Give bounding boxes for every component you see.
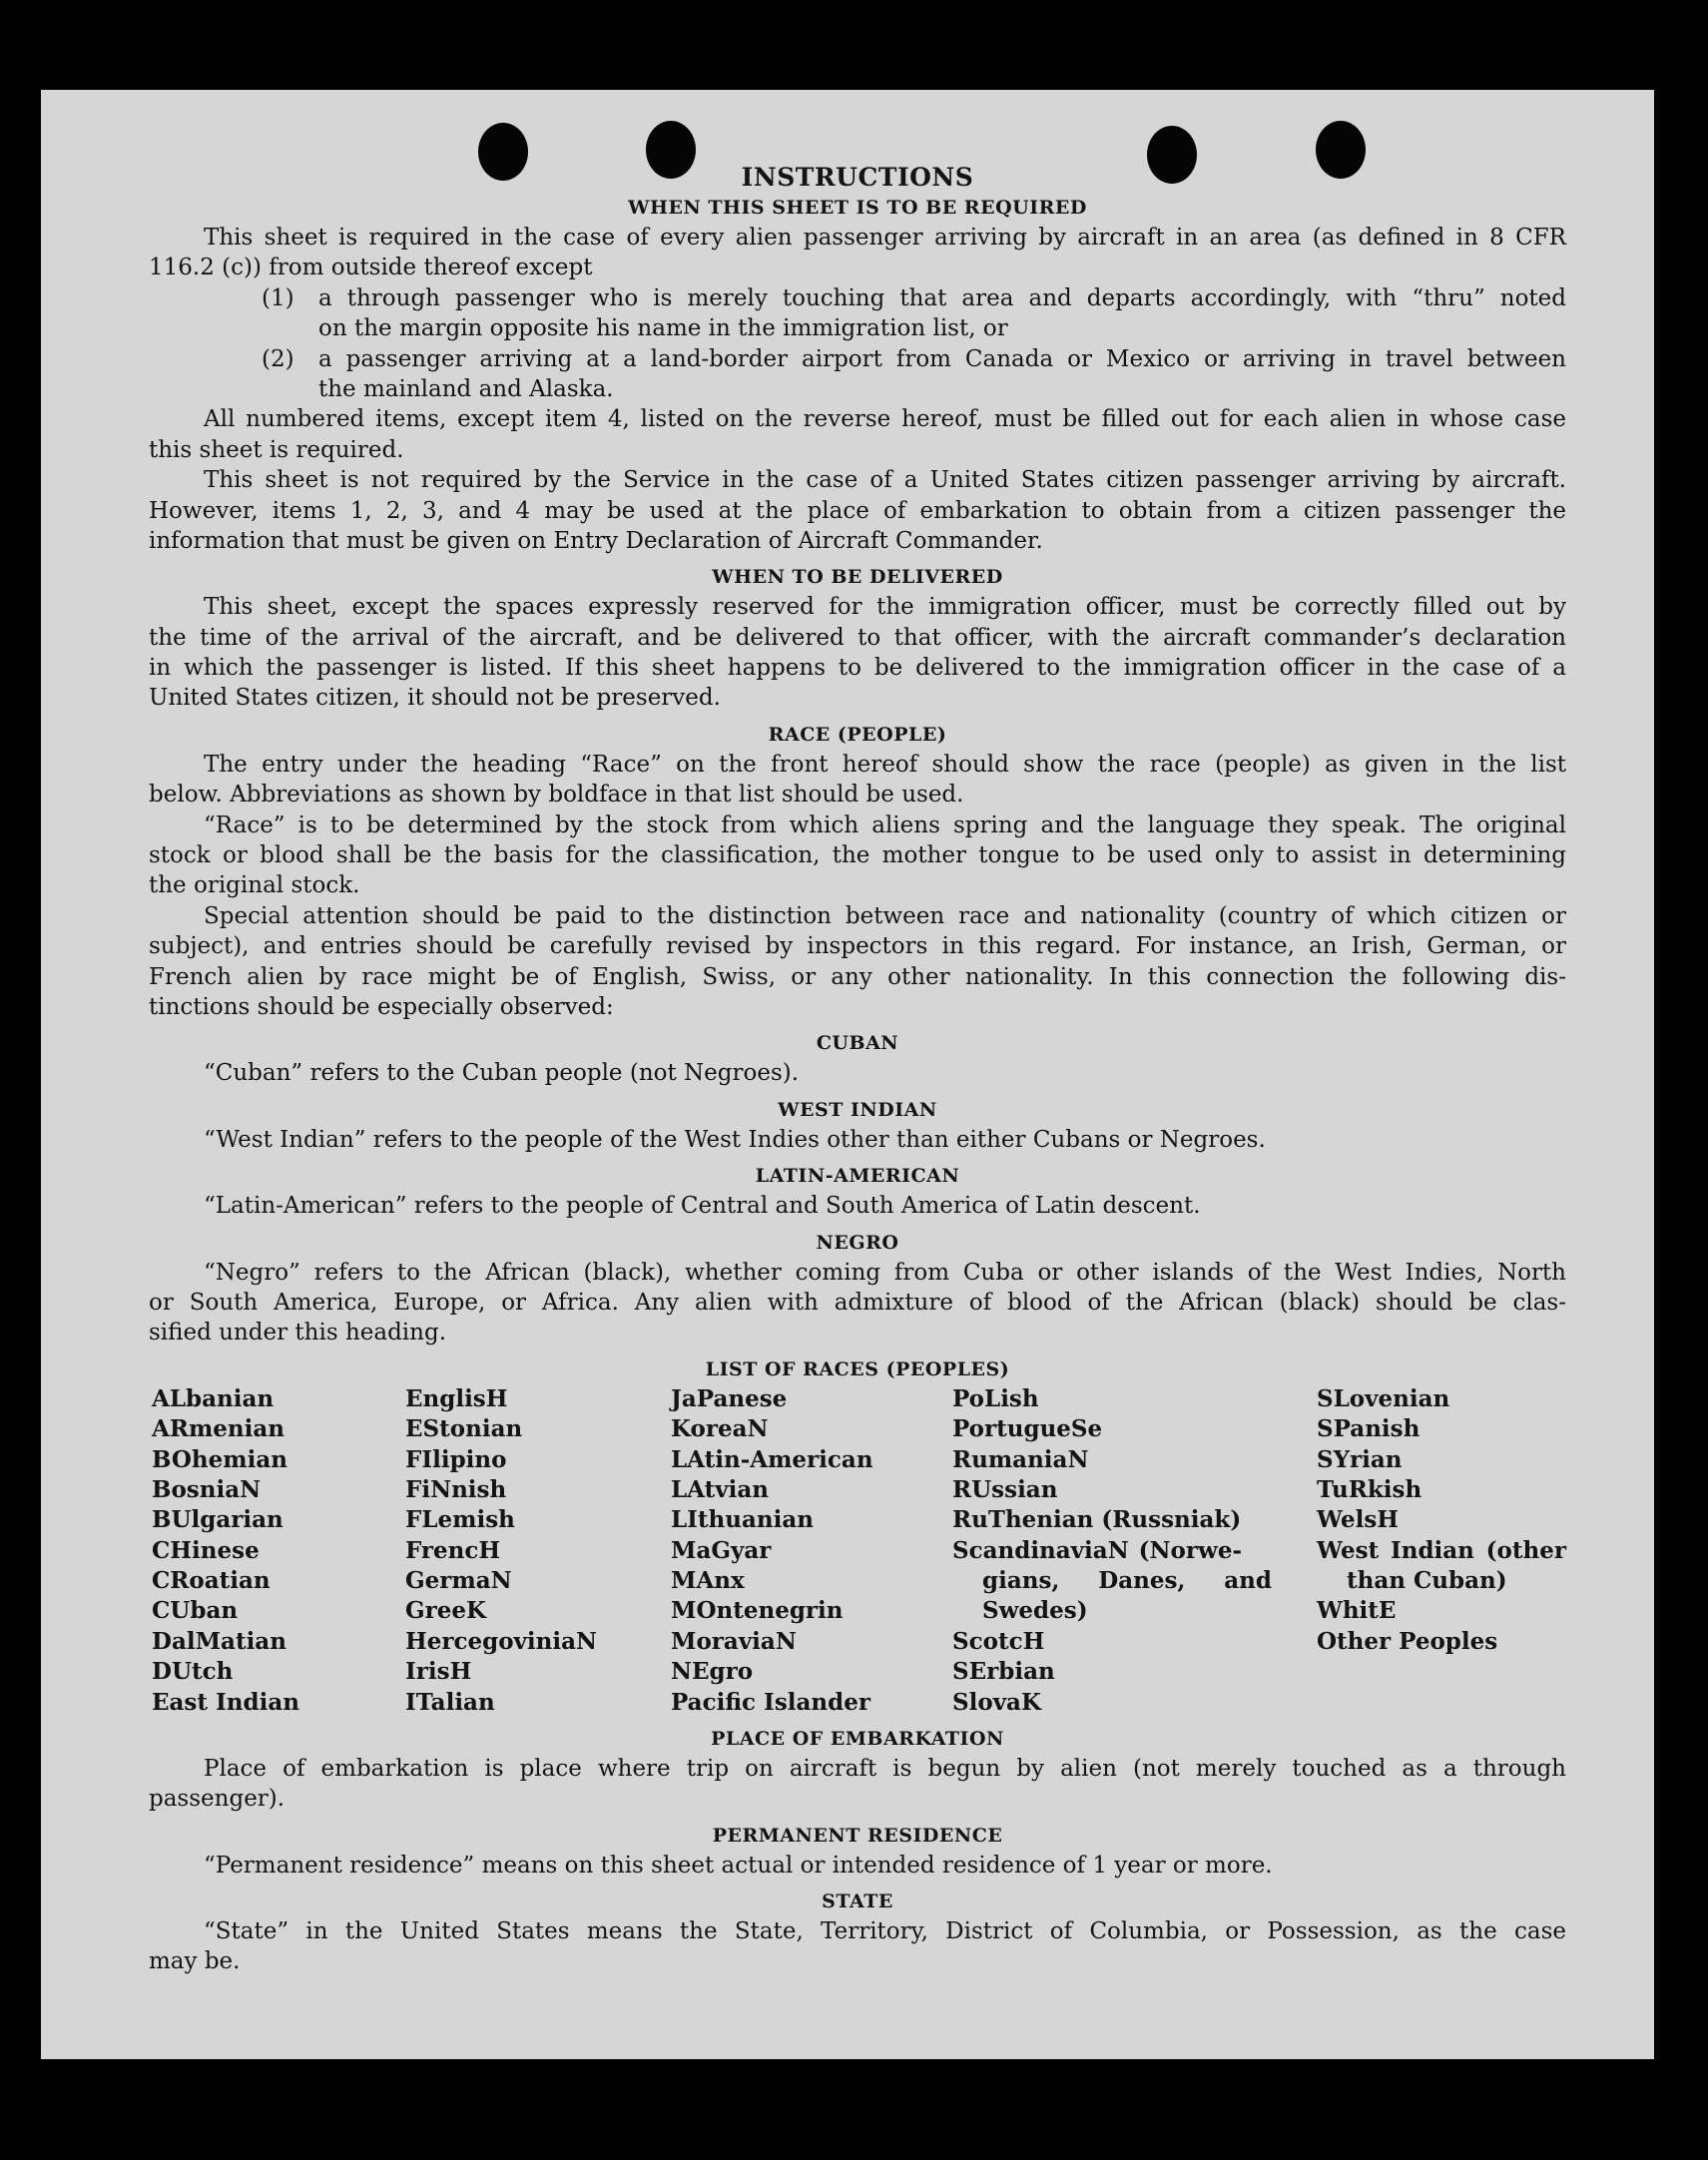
line-text: “Cuban” refers to the Cuban people (not Negroes). — [204, 1060, 800, 1087]
text-line — [149, 1058, 1566, 1088]
race-item: KoreaN — [671, 1415, 769, 1443]
paragraph — [149, 404, 1566, 465]
paragraph — [149, 750, 1566, 810]
paragraph — [149, 1258, 1566, 1349]
race-item: GermaN — [405, 1567, 512, 1595]
line-text: this sheet is required. — [149, 436, 404, 463]
race-item: SlovaK — [952, 1688, 1041, 1716]
text-line — [149, 1125, 1566, 1155]
line-text: a through passenger who is merely touching that area and departs accordingly, with “thru” noted — [318, 284, 1566, 311]
line-text: “West Indian” refers to the people of the West Indies other than either Cubans or Negroes. — [204, 1126, 1266, 1153]
race-item: than Cuban) — [1347, 1567, 1507, 1595]
race-list — [149, 1384, 1566, 1718]
line-text: tinctions should be especially observed: — [149, 993, 614, 1020]
text-line — [149, 1946, 1566, 1976]
race-item: ITalian — [405, 1688, 495, 1716]
race-item: WelsH — [1317, 1506, 1400, 1534]
text-line — [149, 683, 1566, 713]
line-text: a passenger arriving at a land-border airport from Canada or Mexico or arriving in travel between — [318, 345, 1566, 372]
paragraph — [149, 465, 1566, 556]
race-item: EnglisH — [405, 1384, 508, 1412]
line-text: information that must be given on Entry Declaration of Aircraft Commander. — [149, 527, 1043, 554]
line-text: the original stock. — [149, 872, 360, 899]
line-text: the time of the arrival of the aircraft, and be delivered to that officer, with the aircraft commander’s declaration — [149, 624, 1566, 651]
line-text: passenger). — [149, 1786, 285, 1813]
line-text: sified under this heading. — [149, 1320, 447, 1347]
race-item: CRoatian — [152, 1567, 271, 1595]
line-text: This sheet is not required by the Service in the case of a United States citizen passenger arriving by aircraft. — [204, 467, 1566, 494]
text-line — [149, 344, 1566, 374]
race-item: DalMatian — [152, 1627, 286, 1655]
paragraph — [149, 1916, 1566, 1977]
race-item: JaPanese — [671, 1384, 788, 1412]
section-heading: RACE (PEOPLE) — [768, 723, 947, 746]
line-text: may be. — [149, 1948, 241, 1975]
race-item: HercegoviniaN — [405, 1627, 598, 1655]
race-item: ScandinaviaN (Norwe- — [952, 1536, 1242, 1564]
race-item: West Indian (other — [1317, 1536, 1566, 1564]
race-item: FrencH — [405, 1536, 501, 1564]
text-line — [149, 465, 1566, 495]
race-column — [152, 1384, 299, 1718]
paragraph — [149, 1125, 1566, 1155]
race-item: RuThenian (Russniak) — [952, 1506, 1242, 1534]
race-item: FiNnish — [405, 1475, 507, 1503]
line-text: All numbered items, except item 4, listed on the reverse hereof, must be filled out for each alien in whose case — [204, 406, 1566, 433]
race-item: gians, Danes, and — [982, 1567, 1272, 1595]
paragraph — [149, 810, 1566, 901]
section-heading: PERMANENT RESIDENCE — [712, 1824, 1003, 1847]
text-line — [149, 870, 1566, 900]
text-line — [149, 962, 1566, 992]
paragraph — [149, 901, 1566, 1023]
race-item: PoLish — [952, 1384, 1039, 1412]
paragraph — [149, 1191, 1566, 1221]
text-line — [149, 1754, 1566, 1784]
race-item: IrisH — [405, 1658, 472, 1686]
section-heading: WHEN TO BE DELIVERED — [712, 566, 1003, 589]
line-text: on the margin opposite his name in the immigration list, or — [318, 315, 1008, 342]
text-line — [149, 1288, 1566, 1318]
item-number: (1) — [262, 284, 294, 311]
race-item: RUssian — [952, 1475, 1058, 1503]
line-text: stock or blood shall be the basis for the classification, the mother tongue to be used only to assist in determining — [149, 842, 1566, 869]
race-item: SYrian — [1317, 1445, 1403, 1473]
paragraph — [149, 223, 1566, 283]
section-heading: STATE — [822, 1890, 893, 1912]
text-line — [149, 313, 1566, 343]
race-item: East Indian — [152, 1688, 299, 1716]
line-text: This sheet, except the spaces expressly reserved for the immigration officer, must be correctly filled out by — [204, 594, 1566, 621]
text-line — [149, 901, 1566, 931]
race-item: Pacific Islander — [671, 1688, 870, 1716]
section-heading: LATIN-AMERICAN — [755, 1165, 960, 1188]
line-text: 116.2 (c)) from outside thereof except — [149, 255, 593, 281]
text-line — [149, 840, 1566, 870]
text-line — [149, 623, 1566, 653]
line-text: the mainland and Alaska. — [318, 375, 614, 402]
text-line — [149, 1851, 1566, 1881]
section-heading: CUBAN — [816, 1032, 899, 1055]
line-text: “Race” is to be determined by the stock from which aliens spring and the language they speak. The original — [204, 811, 1566, 838]
race-item: SLovenian — [1317, 1384, 1450, 1412]
race-column — [405, 1384, 597, 1718]
line-text: subject), and entries should be carefully revised by inspectors in this regard. For instance, an Irish, German, or — [149, 933, 1566, 960]
race-item: BOhemian — [152, 1445, 287, 1473]
section-heading: WHEN THIS SHEET IS TO BE REQUIRED — [628, 197, 1087, 219]
line-text: “Negro” refers to the African (black), whether coming from Cuba or other islands of the West Indies, North — [204, 1259, 1566, 1286]
text-line — [149, 253, 1566, 282]
race-item: MOntenegrin — [671, 1597, 844, 1625]
section-heading: NEGRO — [816, 1231, 899, 1254]
text-line — [149, 1191, 1566, 1221]
race-item: CHinese — [152, 1536, 260, 1564]
text-line — [149, 223, 1566, 253]
race-item: GreeK — [405, 1597, 487, 1625]
paragraph — [149, 1754, 1566, 1815]
race-item: ARmenian — [152, 1415, 285, 1443]
text-line — [149, 653, 1566, 683]
race-item: MaGyar — [671, 1536, 772, 1564]
line-text: “Permanent residence” means on this sheet actual or intended residence of 1 year or more. — [204, 1852, 1273, 1879]
race-item: CUban — [152, 1597, 239, 1625]
race-item: DUtch — [152, 1658, 234, 1686]
line-text: This sheet is required in the case of every alien passenger arriving by aircraft in an area (as defined in 8 CFR — [204, 225, 1566, 251]
text-line — [149, 931, 1566, 961]
race-item: LAtin-American — [671, 1445, 873, 1473]
text-line — [149, 1258, 1566, 1288]
section-heading: WEST INDIAN — [778, 1098, 937, 1121]
race-item: Swedes) — [982, 1597, 1088, 1625]
text-line — [149, 750, 1566, 780]
text-line — [149, 780, 1566, 810]
race-item: RumaniaN — [952, 1445, 1089, 1473]
race-item: NEgro — [671, 1658, 754, 1686]
text-line — [149, 592, 1566, 622]
text-line — [149, 283, 1566, 313]
paragraph — [149, 1058, 1566, 1088]
paragraph — [149, 592, 1566, 714]
race-item: SErbian — [952, 1658, 1055, 1686]
section-heading: PLACE OF EMBARKATION — [711, 1727, 1004, 1750]
race-item: FLemish — [405, 1506, 515, 1534]
line-text: Place of embarkation is place where trip on aircraft is begun by alien (not merely touched as a through — [204, 1755, 1566, 1782]
line-text: below. Abbreviations as shown by boldface in that list should be used. — [149, 782, 964, 809]
line-text: However, items 1, 2, 3, and 4 may be used at the place of embarkation to obtain from a citizen passenger the — [149, 497, 1566, 524]
race-item: SPanish — [1317, 1415, 1421, 1443]
race-item: ScotcH — [952, 1627, 1045, 1655]
line-text: French alien by race might be of English, Swiss, or any other nationality. In this connection the following dis- — [149, 963, 1566, 990]
line-text: Special attention should be paid to the distinction between race and nationality (country of which citizen or — [204, 902, 1566, 929]
race-column — [671, 1384, 873, 1718]
text-line — [149, 810, 1566, 840]
list-item — [149, 344, 1566, 405]
text-line — [149, 1916, 1566, 1946]
text-line — [149, 374, 1566, 404]
race-item: PortugueSe — [952, 1415, 1103, 1443]
race-item: MoraviaN — [671, 1627, 797, 1655]
race-item: BUlgarian — [152, 1506, 284, 1534]
text-line — [149, 404, 1566, 434]
line-text: United States citizen, it should not be preserved. — [149, 685, 721, 712]
race-item: EStonian — [405, 1415, 523, 1443]
line-text: in which the passenger is listed. If this sheet happens to be delivered to the immigration officer in the case of a — [149, 655, 1566, 682]
race-item: BosniaN — [152, 1475, 262, 1503]
race-item: ALbanian — [152, 1384, 275, 1412]
race-item: LAtvian — [671, 1475, 769, 1503]
text-line — [149, 1784, 1566, 1814]
race-item: MAnx — [671, 1567, 745, 1595]
instructions-text — [149, 163, 1566, 1977]
text-line — [149, 526, 1566, 556]
section-heading: LIST OF RACES (PEOPLES) — [705, 1357, 1010, 1380]
line-text: “Latin-American” refers to the people of Central and South America of Latin descent. — [204, 1193, 1201, 1220]
race-column — [1317, 1384, 1566, 1658]
text-line — [149, 1318, 1566, 1348]
item-number: (2) — [262, 345, 294, 372]
line-text: “State” in the United States means the State, Territory, District of Columbia, or Possession, as the case — [204, 1917, 1566, 1944]
race-item: TuRkish — [1317, 1475, 1423, 1503]
text-line — [149, 992, 1566, 1022]
race-item: FIlipino — [405, 1445, 507, 1473]
race-item: WhitE — [1317, 1597, 1397, 1625]
paragraph — [149, 1851, 1566, 1881]
line-text: The entry under the heading “Race” on the front hereof should show the race (people) as given in the list — [204, 751, 1566, 778]
section-heading: INSTRUCTIONS — [741, 163, 974, 192]
race-item: LIthuanian — [671, 1506, 814, 1534]
text-line — [149, 496, 1566, 526]
race-column — [952, 1384, 1272, 1718]
race-item: Other Peoples — [1317, 1627, 1498, 1655]
list-item — [149, 283, 1566, 344]
line-text: or South America, Europe, or Africa. Any alien with admixture of blood of the African (black) should be clas- — [149, 1289, 1566, 1316]
text-line — [149, 435, 1566, 465]
